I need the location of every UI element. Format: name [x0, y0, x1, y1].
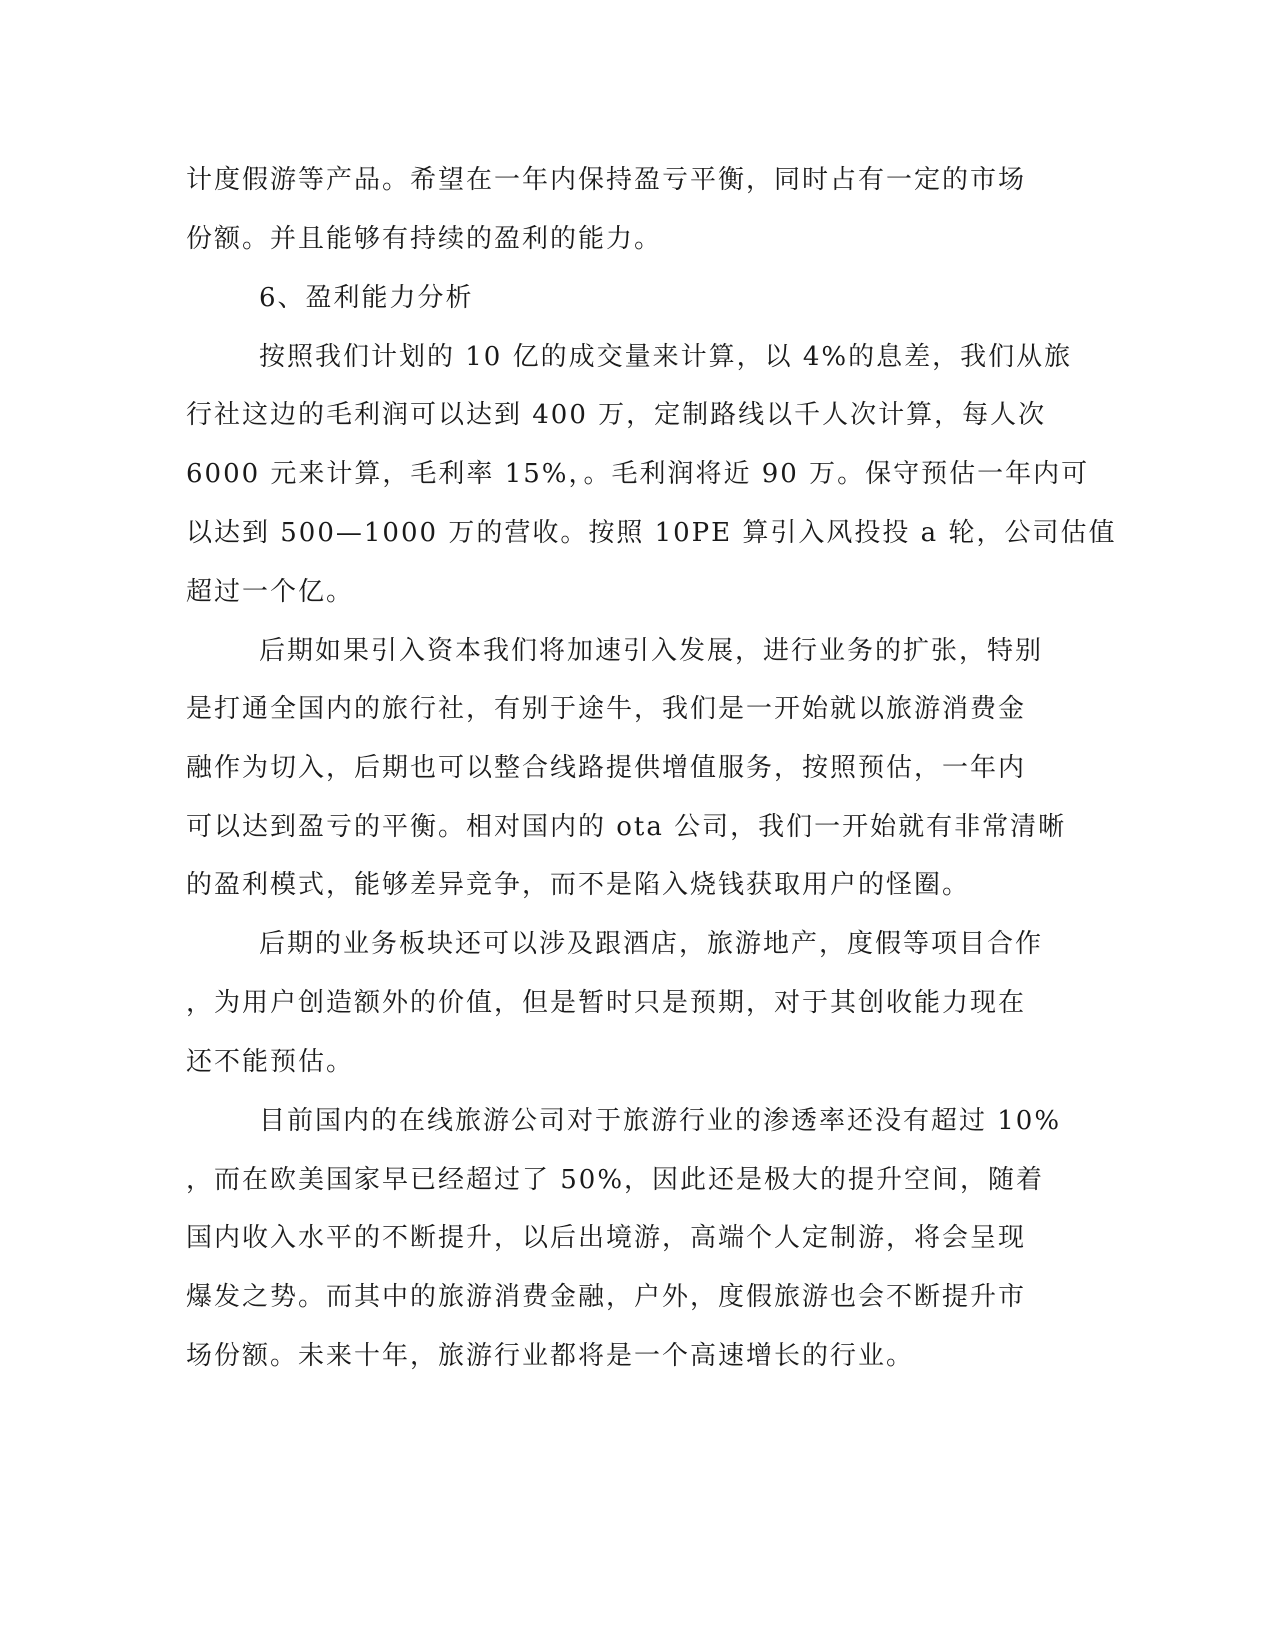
- body-text-line: ，为用户创造额外的价值，但是暂时只是预期，对于其创收能力现在: [186, 988, 1027, 1018]
- body-text-line: 计度假游等产品。希望在一年内保持盈亏平衡，同时占有一定的市场: [186, 165, 1027, 195]
- body-text-line: 以达到 500—1000 万的营收。按照 10PE 算引入风投投 a 轮，公司估值: [186, 518, 1117, 548]
- body-text-line: 爆发之势。而其中的旅游消费金融，户外，度假旅游也会不断提升市: [186, 1282, 1027, 1312]
- body-text-line: 目前国内的在线旅游公司对于旅游行业的渗透率还没有超过 10%: [259, 1106, 1062, 1136]
- section-heading: 6、盈利能力分析: [259, 283, 474, 313]
- body-text-line: 可以达到盈亏的平衡。相对国内的 ota 公司，我们一开始就有非常清晰: [186, 812, 1067, 842]
- body-text-line: 份额。并且能够有持续的盈利的能力。: [186, 224, 663, 254]
- body-text-line: ，而在欧美国家早已经超过了 50%，因此还是极大的提升空间，随着: [186, 1165, 1045, 1195]
- body-text-line: 的盈利模式，能够差异竞争，而不是陷入烧钱获取用户的怪圈。: [186, 870, 971, 900]
- body-text-line: 国内收入水平的不断提升，以后出境游，高端个人定制游，将会呈现: [186, 1223, 1027, 1253]
- body-text-line: 场份额。未来十年，旅游行业都将是一个高速增长的行业。: [186, 1341, 915, 1371]
- body-text-line: 行社这边的毛利润可以达到 400 万，定制路线以千人次计算，每人次: [186, 400, 1047, 430]
- body-text-line: 超过一个亿。: [186, 577, 355, 607]
- body-text-line: 按照我们计划的 10 亿的成交量来计算，以 4%的息差，我们从旅: [259, 342, 1073, 372]
- body-text-line: 还不能预估。: [186, 1047, 355, 1077]
- body-text-line: 后期的业务板块还可以涉及跟酒店，旅游地产，度假等项目合作: [259, 929, 1044, 959]
- body-text-line: 后期如果引入资本我们将加速引入发展，进行业务的扩张，特别: [259, 636, 1044, 666]
- body-text-line: 融作为切入，后期也可以整合线路提供增值服务，按照预估，一年内: [186, 753, 1027, 783]
- body-text-line: 6000 元来计算，毛利率 15%，。毛利润将近 90 万。保守预估一年内可: [186, 459, 1090, 489]
- body-text-line: 是打通全国内的旅行社，有别于途牛，我们是一开始就以旅游消费金: [186, 694, 1027, 724]
